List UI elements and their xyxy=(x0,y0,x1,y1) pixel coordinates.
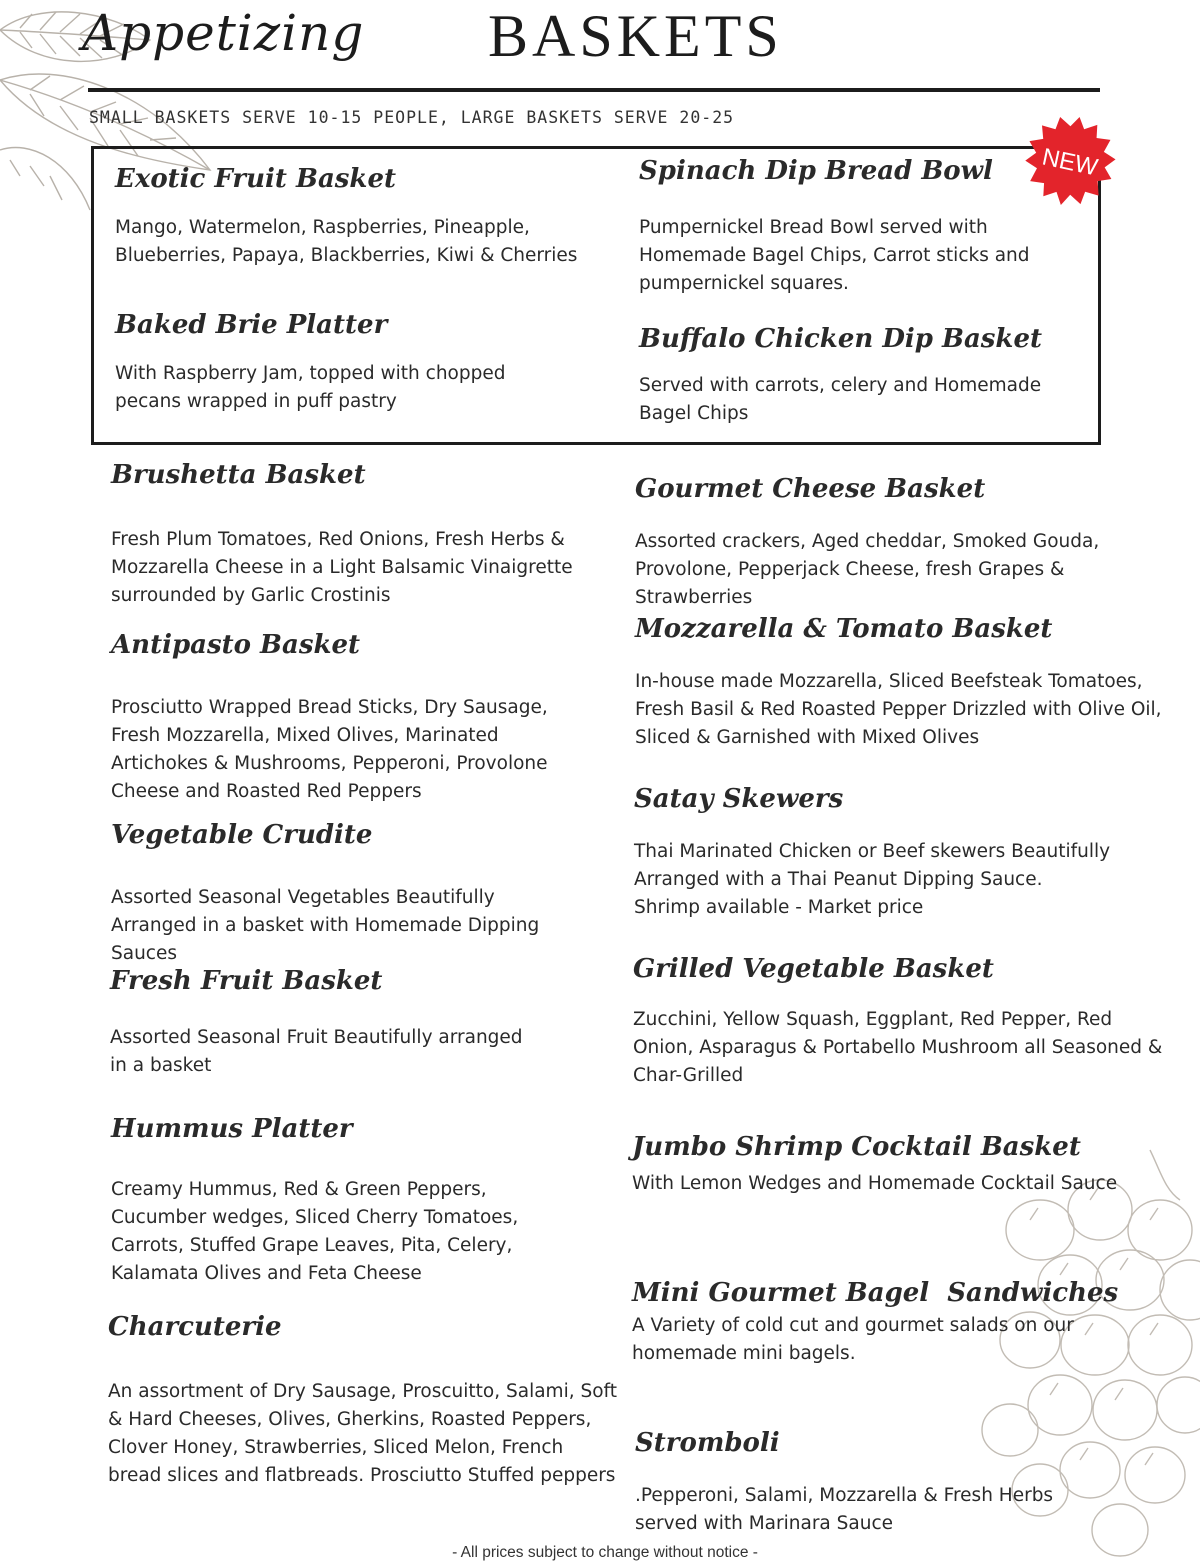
item-title: Hummus Platter xyxy=(111,1114,353,1144)
menu-item-baked-brie-platter xyxy=(115,310,535,416)
serving-size-note: SMALL BASKETS SERVE 10-15 PEOPLE, LARGE BASKETS SERVE 20-25 xyxy=(89,108,735,127)
item-description: Mango, Watermelon, Raspberries, Pineapple, Blueberries, Papaya, Blackberries, Kiwi & Cherries xyxy=(115,217,578,266)
menu-item-buffalo-chicken-dip-basket xyxy=(639,324,1059,428)
item-title: Stromboli xyxy=(635,1428,780,1458)
item-title: Satay Skewers xyxy=(634,784,844,814)
menu-item-stromboli xyxy=(635,1428,1115,1538)
menu-item-fresh-fruit-basket xyxy=(110,966,540,1080)
item-description: A Variety of cold cut and gourmet salads on our homemade mini bagels. xyxy=(632,1315,1074,1364)
header-divider xyxy=(88,88,1100,92)
item-title: Buffalo Chicken Dip Basket xyxy=(639,324,1042,354)
item-description: Assorted Seasonal Fruit Beautifully arranged in a basket xyxy=(110,1027,523,1076)
price-disclaimer: - All prices subject to change without notice - xyxy=(452,1544,758,1561)
item-title: Grilled Vegetable Basket xyxy=(633,954,994,984)
page-title: BASKETS xyxy=(488,3,783,69)
item-title: Vegetable Crudite xyxy=(111,820,373,850)
menu-item-jumbo-shrimp-cocktail-basket xyxy=(632,1132,1172,1198)
item-description: Zucchini, Yellow Squash, Eggplant, Red Pepper, Red Onion, Asparagus & Portabello Mushroom all Seasoned & Char-Grilled xyxy=(633,1009,1163,1086)
menu-item-exotic-fruit-basket xyxy=(115,164,585,270)
menu-item-spinach-dip-bread-bowl xyxy=(639,156,1059,298)
item-title: Exotic Fruit Basket xyxy=(115,164,396,194)
new-badge-label: NEW xyxy=(1039,143,1101,182)
item-description: Prosciutto Wrapped Bread Sticks, Dry Sausage, Fresh Mozzarella, Mixed Olives, Marinated Artichokes & Mushrooms, Pepperoni, Provolone Cheese and Roasted Red Peppers xyxy=(111,697,548,802)
item-title: Gourmet Cheese Basket xyxy=(635,474,986,504)
item-title: Baked Brie Platter xyxy=(115,310,388,340)
menu-item-charcuterie xyxy=(108,1312,618,1490)
item-description: Thai Marinated Chicken or Beef skewers Beautifully Arranged with a Thai Peanut Dipping Sauce. Shrimp available - Market price xyxy=(634,841,1111,918)
item-title: Mozzarella & Tomato Basket xyxy=(635,614,1053,644)
item-description: With Raspberry Jam, topped with chopped pecans wrapped in puff pastry xyxy=(115,363,506,412)
menu-item-brushetta-basket xyxy=(111,460,586,610)
menu-item-vegetable-crudite xyxy=(111,820,586,968)
menu-item-antipasto-basket xyxy=(111,630,596,806)
menu-item-mozzarella-tomato-basket xyxy=(635,614,1170,752)
item-description: Served with carrots, celery and Homemade Bagel Chips xyxy=(639,375,1042,424)
item-title: Jumbo Shrimp Cocktail Basket xyxy=(632,1132,1081,1162)
item-description: An assortment of Dry Sausage, Proscuitto, Salami, Soft & Hard Cheeses, Olives, Gherkins, Roasted Peppers, Clover Honey, Strawberries, Sliced Melon, French bread slices and flatbreads. Prosciutto Stuffed peppers xyxy=(108,1381,617,1486)
menu-item-mini-gourmet-bagel-sandwiches xyxy=(632,1278,1182,1368)
item-description: .Pepperoni, Salami, Mozzarella & Fresh Herbs served with Marinara Sauce xyxy=(635,1485,1054,1534)
item-description: With Lemon Wedges and Homemade Cocktail Sauce xyxy=(632,1173,1118,1194)
menu-item-hummus-platter xyxy=(111,1114,586,1288)
item-title: Mini Gourmet Bagel Sandwiches xyxy=(632,1278,1119,1308)
item-description: Pumpernickel Bread Bowl served with Homemade Bagel Chips, Carrot sticks and pumpernickel squares. xyxy=(639,217,1030,294)
item-description: Creamy Hummus, Red & Green Peppers, Cucumber wedges, Sliced Cherry Tomatoes, Carrots, Stuffed Grape Leaves, Pita, Celery, Kalamata Olives and Feta Cheese xyxy=(111,1179,519,1284)
item-description: Assorted Seasonal Vegetables Beautifully Arranged in a basket with Homemade Dipping Sauces xyxy=(111,887,540,964)
item-title: Fresh Fruit Basket xyxy=(110,966,383,996)
menu-item-grilled-vegetable-basket xyxy=(633,954,1168,1090)
header-script-word: Appetizing xyxy=(82,4,365,62)
item-title: Charcuterie xyxy=(108,1312,282,1342)
item-description: Fresh Plum Tomatoes, Red Onions, Fresh Herbs & Mozzarella Cheese in a Light Balsamic Vinaigrette surrounded by Garlic Crostinis xyxy=(111,529,573,606)
item-title: Spinach Dip Bread Bowl xyxy=(639,156,993,186)
item-description: In-house made Mozzarella, Sliced Beefsteak Tomatoes, Fresh Basil & Red Roasted Pepper Drizzled with Olive Oil, Sliced & Garnished with Mixed Olives xyxy=(635,671,1162,748)
item-description: Assorted crackers, Aged cheddar, Smoked Gouda, Provolone, Pepperjack Cheese, fresh Grapes & Strawberries xyxy=(635,531,1100,608)
item-title: Antipasto Basket xyxy=(111,630,361,660)
item-title: Brushetta Basket xyxy=(111,460,366,490)
menu-item-gourmet-cheese-basket xyxy=(635,474,1175,612)
menu-item-satay-skewers xyxy=(634,784,1114,922)
